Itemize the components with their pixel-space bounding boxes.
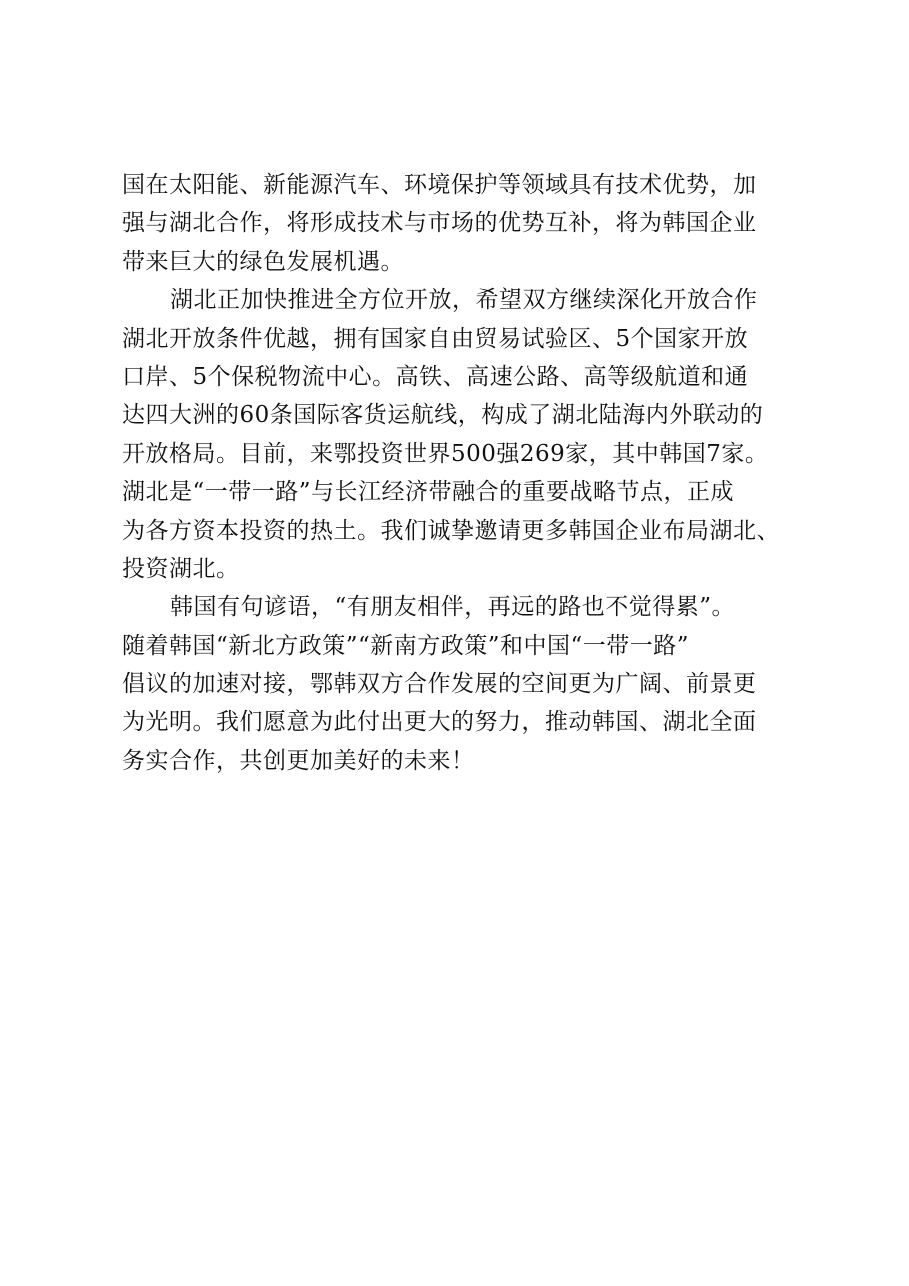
paragraph-2-line-5: 开放格局。目前，来鄂投资世界500强269家，其中韩国7家。 — [122, 440, 769, 467]
paragraph-3-line-3: 倡议的加速对接，鄂韩双方合作发展的空间更为广阔、前景更 — [122, 671, 757, 698]
paragraph-3-line-5: 务实合作，共创更加美好的未来！ — [122, 747, 475, 774]
paragraph-2-line-6: 湖北是“一带一路”与长江经济带融合的重要战略节点，正成 — [122, 479, 735, 506]
paragraph-2-line-4: 达四大洲的60条国际客货运航线，构成了湖北陆海内外联动的 — [122, 402, 764, 429]
document-body — [122, 166, 822, 780]
paragraph-2-line-8: 投资湖北。 — [122, 555, 240, 582]
paragraph-2-line-3: 口岸、5个保税物流中心。高铁、高速公路、高等级航道和通 — [122, 363, 749, 390]
paragraph-2-line-2: 湖北开放条件优越，拥有国家自由贸易试验区、5个国家开放 — [122, 325, 749, 352]
paragraph-1-line-1: 国在太阳能、新能源汽车、环境保护等领域具有技术优势，加 — [122, 172, 757, 198]
paragraph-1-line-2: 强与湖北合作，将形成技术与市场的优势互补，将为韩国企业 — [122, 210, 757, 237]
paragraph-1-line-3: 带来巨大的绿色发展机遇。 — [122, 248, 404, 275]
paragraph-3-line-1: 韩国有句谚语，“有朋友相伴，再远的路也不觉得累”。 — [170, 594, 736, 621]
paragraph-2-line-7: 为各方资本投资的热土。我们诚挚邀请更多韩国企业布局湖北、 — [122, 517, 780, 544]
paragraph-2-line-1: 湖北正加快推进全方位开放，希望双方继续深化开放合作 — [170, 287, 758, 314]
paragraph-3-line-4: 为光明。我们愿意为此付出更大的努力，推动韩国、湖北全面 — [122, 709, 757, 736]
paragraph-3-line-2: 随着韩国“新北方政策”“新南方政策”和中国“一带一路” — [122, 632, 690, 659]
